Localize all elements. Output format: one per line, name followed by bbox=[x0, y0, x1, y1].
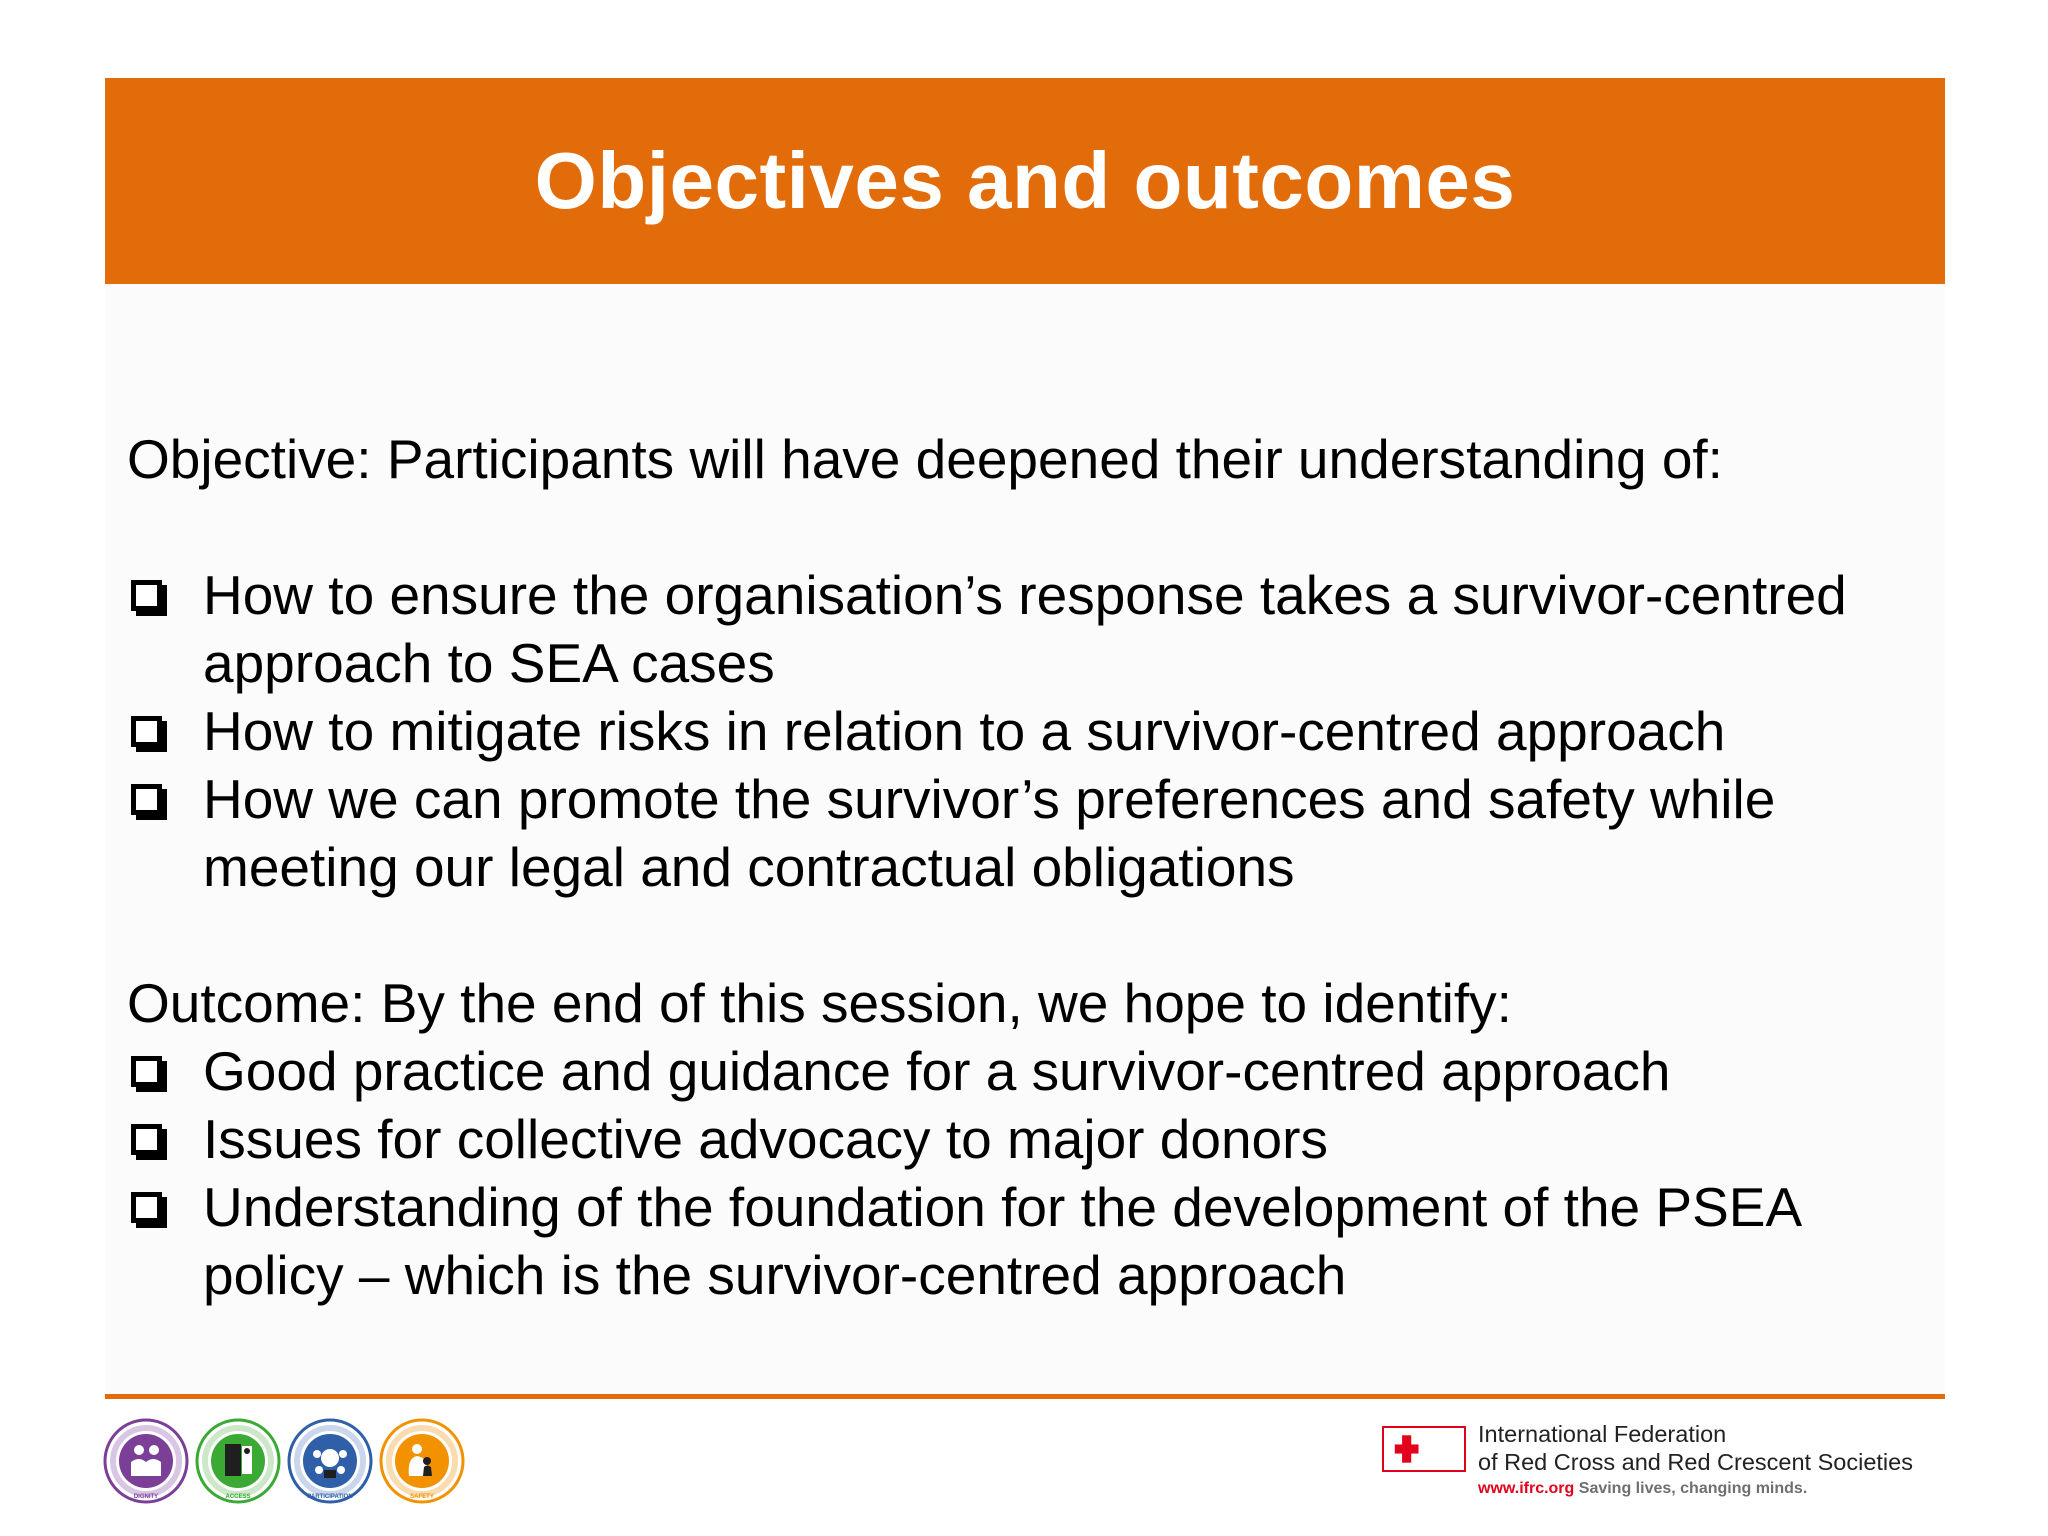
ifrc-text-block bbox=[1478, 1420, 1913, 1502]
red-cross-crescent-emblem-icon bbox=[1382, 1426, 1466, 1472]
access-icon bbox=[195, 1418, 281, 1504]
badge-label: DIGNITY bbox=[133, 1494, 159, 1500]
objective-item: How to ensure the organisation’s response takes a survivor-centred approach to SEA cases bbox=[127, 561, 1927, 697]
footer-divider bbox=[105, 1394, 1945, 1399]
spacer bbox=[127, 901, 1927, 969]
outcome-list bbox=[127, 1037, 1927, 1309]
outcome-item: Issues for collective advocacy to major donors bbox=[127, 1105, 1927, 1173]
objective-heading: Objective: Participants will have deepened their understanding of: bbox=[127, 428, 1723, 490]
ifrc-url: www.ifrc.org bbox=[1478, 1480, 1575, 1497]
ifrc-web-line bbox=[1478, 1476, 1913, 1502]
title-banner bbox=[105, 78, 1945, 284]
participation-icon bbox=[287, 1418, 373, 1504]
org-name-line2: of Red Cross and Red Crescent Societies bbox=[1478, 1449, 1913, 1475]
slide-body bbox=[127, 425, 1927, 1309]
dignity-icon bbox=[103, 1418, 189, 1504]
org-name-line1: International Federation bbox=[1478, 1421, 1727, 1447]
outcome-heading: Outcome: By the end of this session, we hope to identify: bbox=[127, 972, 1512, 1034]
badge-label: ACCESS bbox=[225, 1494, 251, 1500]
objective-item: How we can promote the survivor’s preferences and safety while meeting our legal and contractual obligations bbox=[127, 765, 1927, 901]
protection-principles-badges bbox=[103, 1418, 465, 1504]
badge-label: PARTICIPATION bbox=[307, 1494, 353, 1500]
ifrc-logo bbox=[1382, 1420, 1913, 1502]
objective-item: How to mitigate risks in relation to a survivor-centred approach bbox=[127, 697, 1927, 765]
ifrc-tagline: Saving lives, changing minds. bbox=[1578, 1480, 1808, 1497]
outcome-item: Good practice and guidance for a survivor-centred approach bbox=[127, 1037, 1927, 1105]
outcome-item: Understanding of the foundation for the development of the PSEA policy – which is the survivor-centred approach bbox=[127, 1173, 1927, 1309]
safety-icon bbox=[379, 1418, 465, 1504]
objective-list bbox=[127, 561, 1927, 901]
spacer bbox=[127, 493, 1927, 561]
badge-label: SAFETY bbox=[410, 1494, 434, 1500]
slide-title: Objectives and outcomes bbox=[534, 136, 1516, 225]
